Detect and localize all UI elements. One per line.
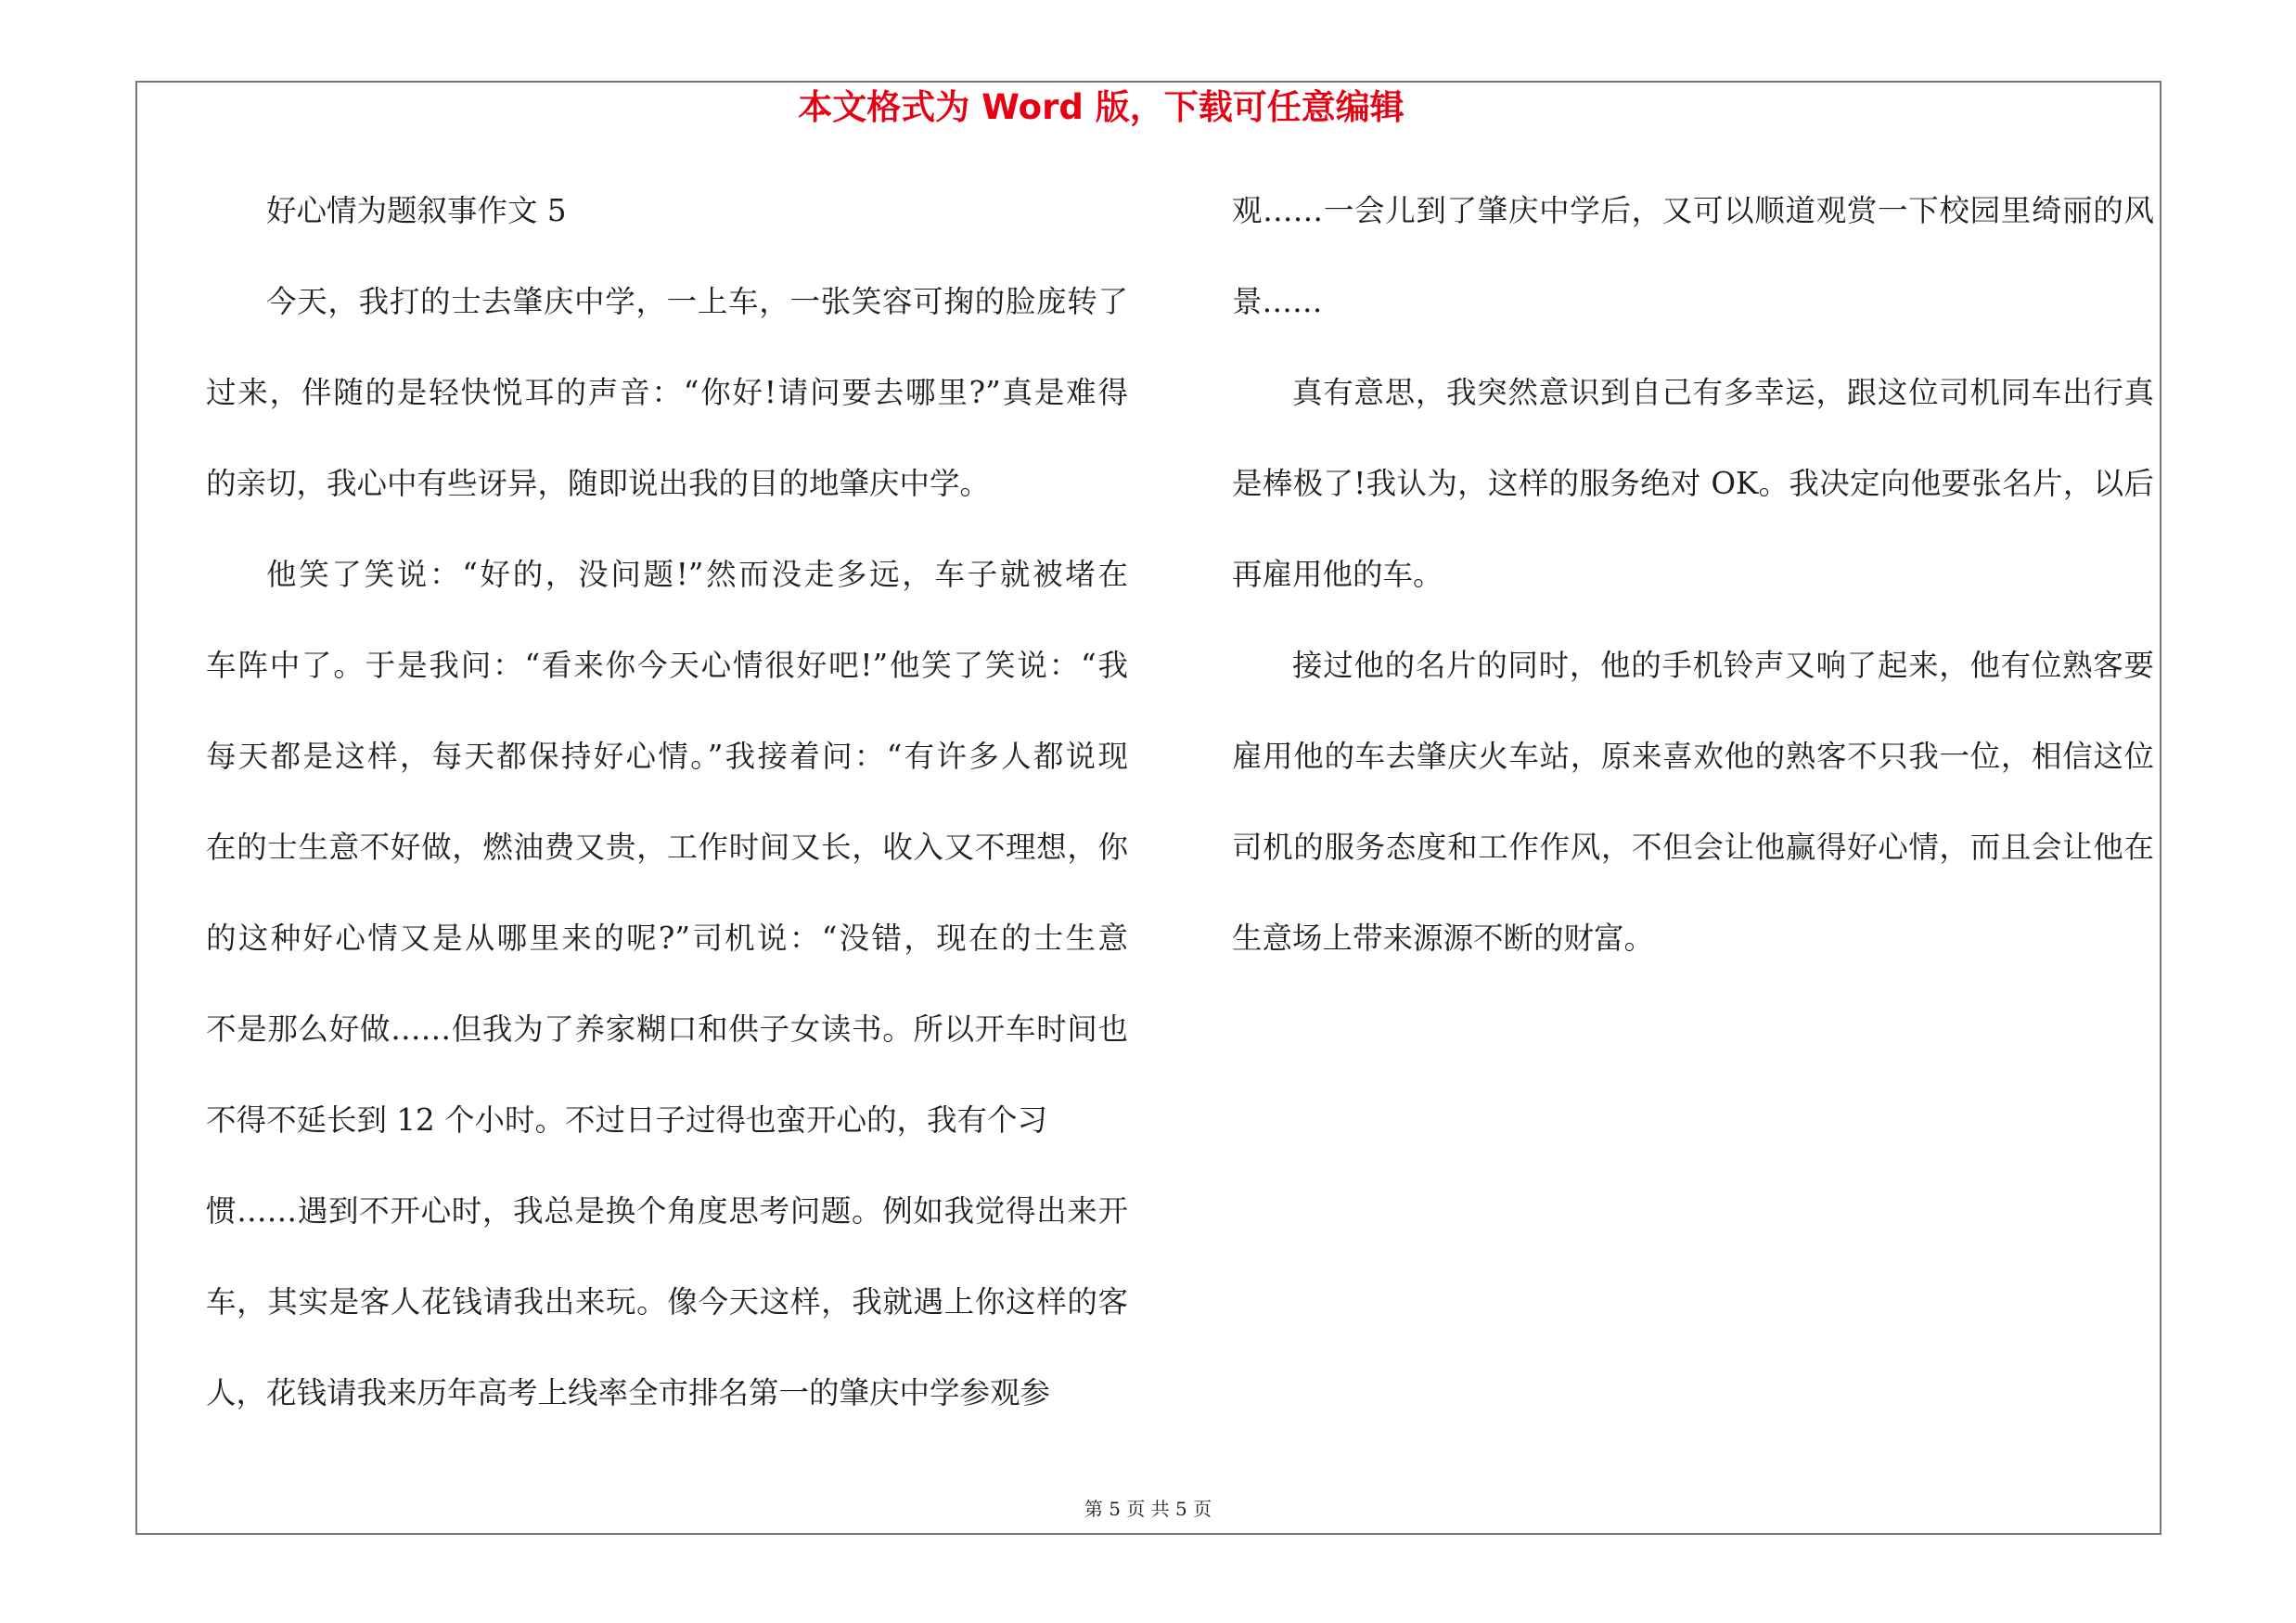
text-line: 今天，我打的士去肇庆中学，一上车，一张笑容可掬的脸庞转了 [266, 284, 1128, 319]
document-title: 好心情为题叙事作文 5 [266, 193, 567, 228]
text-line: 观……一会儿到了肇庆中学后，又可以顺道观赏一下校园里绮丽的风 [1232, 193, 2154, 228]
text-line: 是棒极了!我认为，这样的服务绝对 OK。我决定向他要张名片，以后 [1232, 466, 2154, 501]
text-line: 司机的服务态度和工作作风，不但会让他赢得好心情，而且会让他在 [1232, 830, 2154, 865]
text-line: 雇用他的车去肇庆火车站，原来喜欢他的熟客不只我一位，相信这位 [1232, 739, 2154, 774]
text-line: 车，其实是客人花钱请我出来玩。像今天这样，我就遇上你这样的客 [206, 1284, 1128, 1320]
text-line: 接过他的名片的同时，他的手机铃声又响了起来，他有位熟客要 [1292, 648, 2154, 683]
left-text-column [206, 165, 1128, 1438]
text-line: 在的士生意不好做，燃油费又贵，工作时间又长，收入又不理想，你 [206, 830, 1128, 865]
right-text-column [1232, 165, 2154, 984]
text-line: 不得不延长到 12 个小时。不过日子过得也蛮开心的，我有个习 [206, 1102, 1048, 1138]
text-line: 人，花钱请我来历年高考上线率全市排名第一的肇庆中学参观参 [206, 1375, 1051, 1410]
page-indicator: 第 5 页 共 5 页 [1084, 1498, 1212, 1520]
text-line: 每天都是这样，每天都保持好心情。”我接着问：“有许多人都说现 [206, 739, 1128, 774]
text-line: 的亲切，我心中有些讶异，随即说出我的目的地肇庆中学。 [206, 466, 991, 501]
text-line: 不是那么好做……但我为了养家糊口和供子女读书。所以开车时间也 [206, 1011, 1128, 1047]
text-line: 的这种好心情又是从哪里来的呢?”司机说：“没错，现在的士生意 [206, 921, 1128, 956]
text-line: 他笑了笑说：“好的，没问题!”然而没走多远，车子就被堵在 [266, 557, 1128, 592]
text-line: 车阵中了。于是我问：“看来你今天心情很好吧!”他笑了笑说：“我 [206, 648, 1128, 683]
text-line: 真有意思，我突然意识到自己有多幸运，跟这位司机同车出行真 [1292, 375, 2154, 410]
text-line: 生意场上带来源源不断的财富。 [1232, 921, 1655, 956]
text-line: 再雇用他的车。 [1232, 557, 1443, 592]
text-line: 过来，伴随的是轻快悦耳的声音：“你好!请问要去哪里?”真是难得 [206, 375, 1128, 410]
format-notice: 本文格式为 Word 版，下载可任意编辑 [798, 87, 1405, 127]
text-line: 景…… [1232, 284, 1323, 319]
text-line: 惯……遇到不开心时，我总是换个角度思考问题。例如我觉得出来开 [206, 1193, 1128, 1229]
